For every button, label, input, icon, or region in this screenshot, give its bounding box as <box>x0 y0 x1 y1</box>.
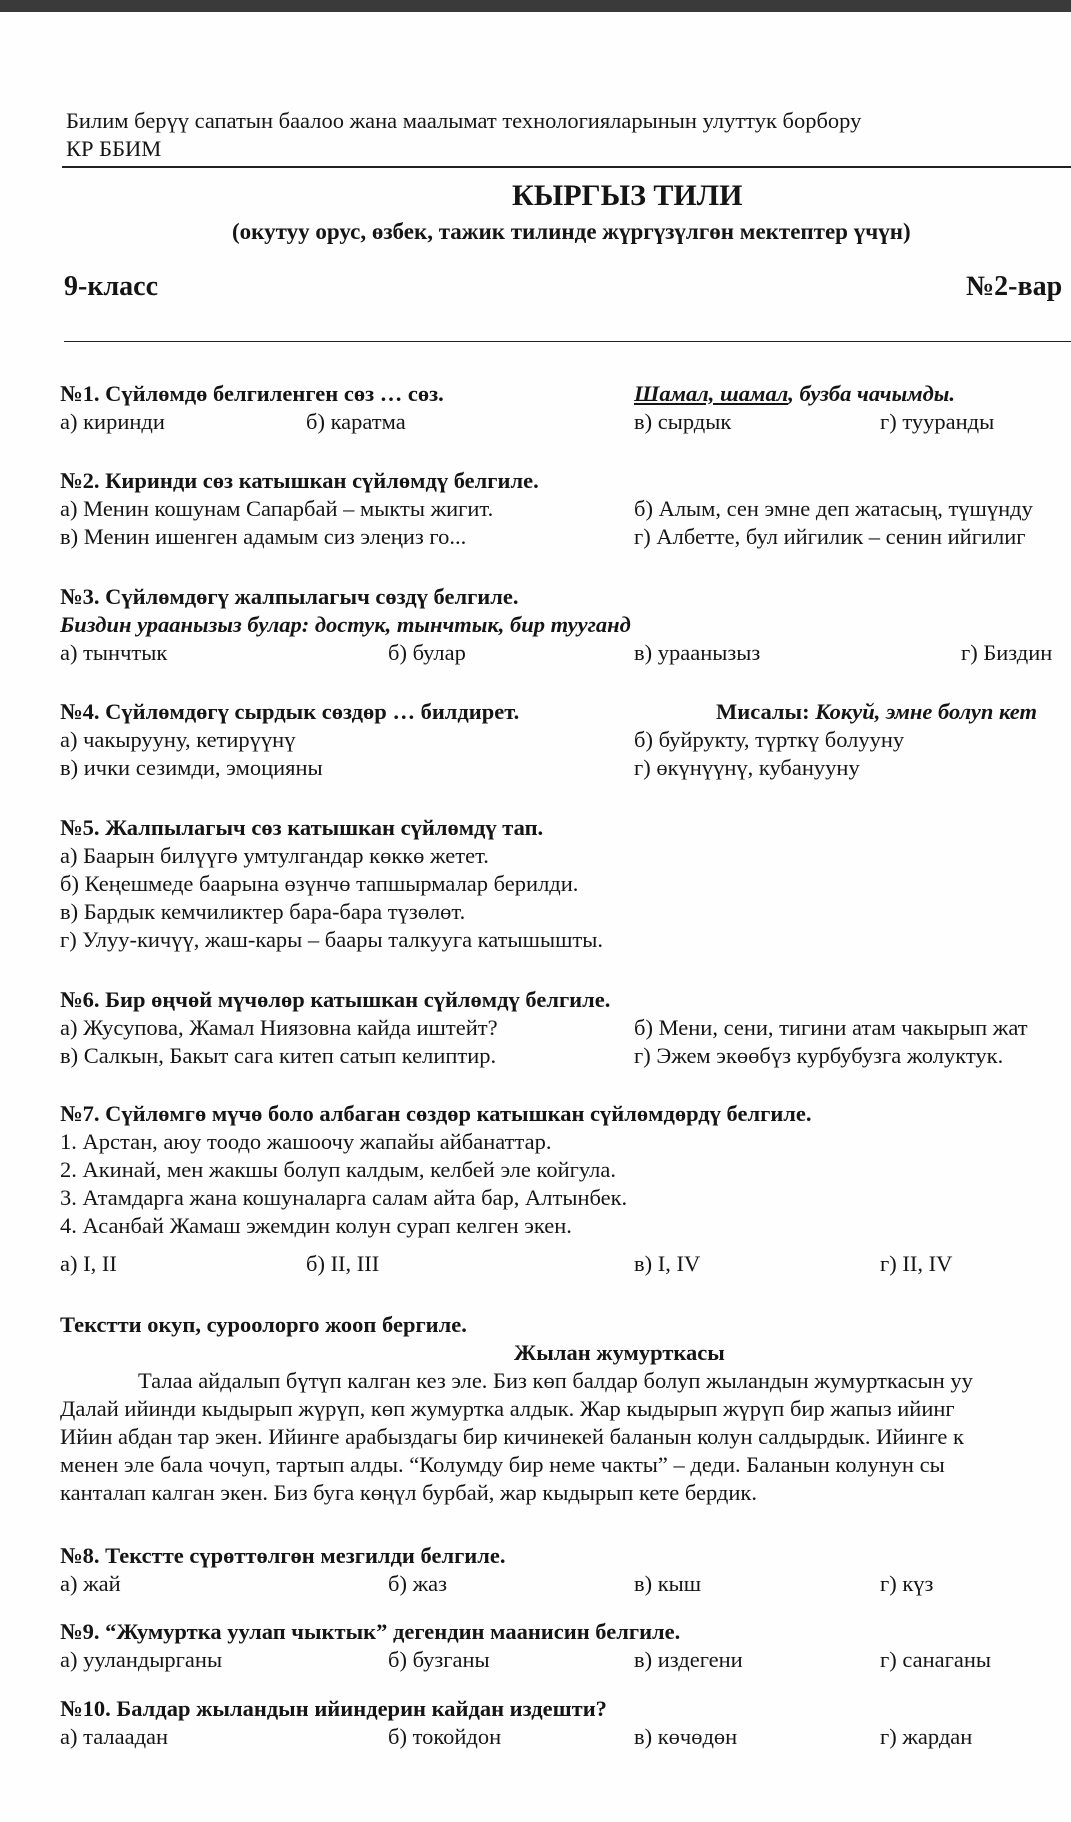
q4-option-d: г) өкүнүүнү, кубанууну <box>634 755 860 780</box>
question-1-example-rest: , бузба чачымды. <box>788 381 956 406</box>
q2-option-d: г) Албетте, бул ийгилик – сенин ийгилиг <box>634 524 1026 549</box>
question-4-example <box>716 698 1037 726</box>
reading-title: Жылан жумурткасы <box>514 1340 725 1365</box>
q5-option-d: г) Улуу-кичүү, жаш-кары – баары талкууга катышышты. <box>60 927 603 952</box>
q7-option-d: г) II, IV <box>880 1251 953 1276</box>
q6-option-a: а) Жусупова, Жамал Ниязовна кайда иштейт? <box>60 1015 498 1040</box>
q1-option-b: б) каратма <box>306 409 406 434</box>
question-6: №6. Бир өңчөй мүчөлөр катышкан сүйлөмдү белгиле. <box>60 987 611 1012</box>
question-1-example <box>634 380 955 408</box>
q4-option-b: б) буйрукту, түрткү болууну <box>634 727 905 752</box>
q2-option-c: в) Менин ишенген адамым сиз элеңиз го... <box>60 524 467 549</box>
question-7: №7. Сүйлөмгө мүчө боло албаган сөздөр катышкан сүйлөмдөрдү белгиле. <box>60 1101 812 1126</box>
q7-option-c: в) I, IV <box>634 1251 701 1276</box>
q6-option-d: г) Эжем экөөбүз курбубузга жолуктук. <box>634 1043 1004 1068</box>
reading-instruction: Текстти окуп, суроолорго жооп бергиле. <box>60 1312 467 1337</box>
reading-line-2: Далай ийинди кыдырып жүрүп, көп жумуртка алдык. Жар кыдырып жүрүп бир жапыз ийинг <box>60 1396 955 1421</box>
org-line-2: КР ББИМ <box>66 136 162 161</box>
reading-line-1: Талаа айдалып бүтүп калган кез эле. Биз көп балдар болуп жыландын жумурткасын уу <box>138 1368 973 1393</box>
q3-option-d: г) Биздин <box>961 640 1053 665</box>
q10-option-b: б) токойдон <box>388 1724 502 1749</box>
q7-item-4: 4. Асанбай Жамаш эжемдин колун сурап келген экен. <box>60 1213 572 1238</box>
question-4-example-label: Мисалы: <box>716 699 810 724</box>
q1-option-a: а) киринди <box>60 409 165 434</box>
top-bar <box>0 0 1071 12</box>
q9-option-b: б) бузганы <box>388 1647 490 1672</box>
question-8: №8. Текстте сүрөттөлгөн мезгилди белгиле. <box>60 1543 506 1568</box>
question-4-example-text: Кокуй, эмне болуп кет <box>815 699 1037 724</box>
q7-item-2: 2. Акинай, мен жакшы болуп калдым, келбей эле койгула. <box>60 1157 616 1182</box>
q7-item-1: 1. Арстан, аюу тоодо жашоочу жапайы айбанаттар. <box>60 1129 552 1154</box>
q9-option-c: в) издегени <box>634 1647 743 1672</box>
document-page <box>0 12 1071 1822</box>
reading-line-3: Ийин абдан тар экен. Ийинге арабыздагы бир кичинекей баланын колун салдырдык. Ийинге к <box>60 1424 964 1449</box>
question-5: №5. Жалпылагыч сөз катышкан сүйлөмдү тап. <box>60 815 544 840</box>
q10-option-c: в) көчөдөн <box>634 1724 738 1749</box>
question-1: №1. Сүйлөмдө белгиленген сөз … сөз. <box>60 381 444 406</box>
q1-option-c: в) сырдык <box>634 409 732 434</box>
q8-option-d: г) күз <box>880 1571 934 1596</box>
q2-option-a: а) Менин кошунам Сапарбай – мыкты жигит. <box>60 496 494 521</box>
q7-option-a: а) I, II <box>60 1251 117 1276</box>
q4-option-a: а) чакырууну, кетирүүнү <box>60 727 296 752</box>
q6-option-b: б) Мени, сени, тигини атам чакырып жат <box>634 1015 1028 1040</box>
q1-option-d: г) тууранды <box>880 409 995 434</box>
org-line-1: Билим берүү сапатын баалоо жана маалымат технологияларынын улуттук борбору <box>66 108 862 133</box>
question-2: №2. Киринди сөз катышкан сүйлөмдү белгиле. <box>60 468 539 493</box>
q8-option-a: а) жай <box>60 1571 121 1596</box>
grade-label: 9-класс <box>64 271 159 302</box>
question-4: №4. Сүйлөмдөгү сырдык сөздөр … билдирет. <box>60 699 520 724</box>
question-3: №3. Сүйлөмдөгү жалпылагыч сөздү белгиле. <box>60 584 519 609</box>
reading-line-4: менен эле бала чочуп, тартып алды. “Колумду бир неме чакты” – деди. Баланын колунун сы <box>60 1452 945 1477</box>
q9-option-d: г) санаганы <box>880 1647 991 1672</box>
q6-option-c: в) Салкын, Бакыт сага китеп сатып келиптир. <box>60 1043 497 1068</box>
q8-option-b: б) жаз <box>388 1571 447 1596</box>
separator-line <box>64 341 1071 342</box>
q5-option-c: в) Бардык кемчиликтер бара-бара түзөлөт. <box>60 899 466 924</box>
q5-option-a: а) Баарын билүүгө умтулгандар көккө жетет. <box>60 843 489 868</box>
variant-label: №2-вар <box>966 271 1063 302</box>
q10-option-d: г) жардан <box>880 1724 973 1749</box>
question-3-sentence: Биздин ураанызыз булар: достук, тынчтык, бир тууганд <box>60 612 631 637</box>
q5-option-b: б) Кеңешмеде баарына өзүнчө тапшырмалар берилди. <box>60 871 579 896</box>
q3-option-a: а) тынчтык <box>60 640 168 665</box>
q3-option-b: б) булар <box>388 640 466 665</box>
page-title: КЫРГЫЗ ТИЛИ <box>512 179 743 212</box>
question-1-example-underlined: Шамал, шамал <box>634 381 789 406</box>
q9-option-a: а) ууландырганы <box>60 1647 223 1672</box>
q4-option-c: в) ички сезимди, эмоцияны <box>60 755 323 780</box>
q7-item-3: 3. Атамдарга жана кошуналарга салам айта бар, Алтынбек. <box>60 1185 628 1210</box>
reading-line-5: канталап калган экен. Биз буга көңүл бурбай, жар кыдырып кете бердик. <box>60 1480 757 1505</box>
q7-option-b: б) II, III <box>306 1251 380 1276</box>
page-subtitle: (окутуу орус, өзбек, тажик тилинде жүргүзүлгөн мектептер үчүн) <box>232 219 911 244</box>
header-rule <box>62 166 1071 168</box>
q2-option-b: б) Алым, сен эмне деп жатасың, түшүнду <box>634 496 1033 521</box>
q10-option-a: а) талаадан <box>60 1724 169 1749</box>
question-10: №10. Балдар жыландын ийиндерин кайдан издешти? <box>60 1696 607 1721</box>
q8-option-c: в) кыш <box>634 1571 702 1596</box>
q3-option-c: в) ураанызыз <box>634 640 761 665</box>
question-9: №9. “Жумуртка уулап чыктык” дегендин маанисин белгиле. <box>60 1619 681 1644</box>
